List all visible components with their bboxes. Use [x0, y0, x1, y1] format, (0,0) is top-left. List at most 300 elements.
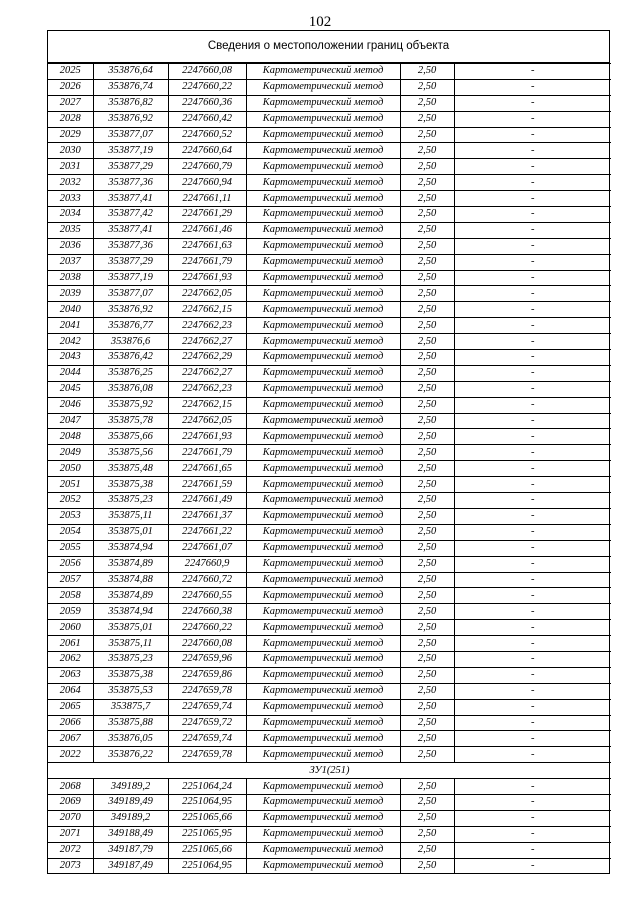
x-coordinate-cell: 353877,07 [93, 286, 168, 302]
y-coordinate-cell: 2247660,08 [168, 64, 246, 80]
method-cell: Картометрический метод [246, 858, 400, 873]
accuracy-cell: 2,50 [400, 302, 454, 318]
point-number-cell: 2056 [48, 556, 93, 572]
point-number-cell: 2062 [48, 651, 93, 667]
method-cell: Картометрический метод [246, 350, 400, 366]
method-cell: Картометрический метод [246, 715, 400, 731]
point-number-cell: 2065 [48, 699, 93, 715]
description-cell: - [454, 715, 611, 731]
x-coordinate-cell: 353875,88 [93, 715, 168, 731]
method-cell: Картометрический метод [246, 159, 400, 175]
table-row [48, 858, 611, 873]
table-row [48, 207, 611, 223]
page-number: 102 [308, 14, 332, 30]
x-coordinate-cell: 353877,41 [93, 222, 168, 238]
accuracy-cell: 2,50 [400, 779, 454, 795]
method-cell: Картометрический метод [246, 588, 400, 604]
description-cell: - [454, 636, 611, 652]
method-cell: Картометрический метод [246, 477, 400, 493]
table-row [48, 779, 611, 795]
y-coordinate-cell: 2247660,79 [168, 159, 246, 175]
point-number-cell: 2059 [48, 604, 93, 620]
table-row [48, 461, 611, 477]
x-coordinate-cell: 353875,56 [93, 445, 168, 461]
y-coordinate-cell: 2247660,64 [168, 143, 246, 159]
description-cell: - [454, 779, 611, 795]
y-coordinate-cell: 2247660,9 [168, 556, 246, 572]
coordinates-table-body [48, 64, 611, 874]
accuracy-cell: 2,50 [400, 794, 454, 810]
method-cell: Картометрический метод [246, 429, 400, 445]
description-cell: - [454, 254, 611, 270]
method-cell: Картометрический метод [246, 191, 400, 207]
point-number-cell: 2055 [48, 540, 93, 556]
section-label: ЗУ1(251) [48, 763, 611, 779]
x-coordinate-cell: 353875,38 [93, 477, 168, 493]
accuracy-cell: 2,50 [400, 524, 454, 540]
y-coordinate-cell: 2247660,42 [168, 111, 246, 127]
method-cell: Картометрический метод [246, 572, 400, 588]
description-cell: - [454, 318, 611, 334]
accuracy-cell: 2,50 [400, 111, 454, 127]
x-coordinate-cell: 353875,11 [93, 636, 168, 652]
description-cell: - [454, 365, 611, 381]
accuracy-cell: 2,50 [400, 636, 454, 652]
method-cell: Картометрический метод [246, 461, 400, 477]
description-cell: - [454, 556, 611, 572]
y-coordinate-cell: 2247659,78 [168, 683, 246, 699]
accuracy-cell: 2,50 [400, 350, 454, 366]
description-cell: - [454, 604, 611, 620]
y-coordinate-cell: 2247660,08 [168, 636, 246, 652]
accuracy-cell: 2,50 [400, 588, 454, 604]
y-coordinate-cell: 2247659,72 [168, 715, 246, 731]
method-cell: Картометрический метод [246, 651, 400, 667]
y-coordinate-cell: 2247661,22 [168, 524, 246, 540]
point-number-cell: 2052 [48, 493, 93, 509]
accuracy-cell: 2,50 [400, 493, 454, 509]
description-cell: - [454, 445, 611, 461]
x-coordinate-cell: 353876,05 [93, 731, 168, 747]
x-coordinate-cell: 353875,92 [93, 397, 168, 413]
table-row [48, 636, 611, 652]
table-row [48, 270, 611, 286]
point-number-cell: 2066 [48, 715, 93, 731]
method-cell: Картометрический метод [246, 540, 400, 556]
method-cell: Картометрический метод [246, 826, 400, 842]
method-cell: Картометрический метод [246, 79, 400, 95]
description-cell: - [454, 826, 611, 842]
accuracy-cell: 2,50 [400, 222, 454, 238]
point-number-cell: 2044 [48, 365, 93, 381]
description-cell: - [454, 540, 611, 556]
description-cell: - [454, 238, 611, 254]
description-cell: - [454, 222, 611, 238]
y-coordinate-cell: 2247659,74 [168, 699, 246, 715]
point-number-cell: 2068 [48, 779, 93, 795]
y-coordinate-cell: 2247662,15 [168, 397, 246, 413]
point-number-cell: 2029 [48, 127, 93, 143]
x-coordinate-cell: 353877,19 [93, 143, 168, 159]
y-coordinate-cell: 2247662,05 [168, 413, 246, 429]
accuracy-cell: 2,50 [400, 461, 454, 477]
x-coordinate-cell: 353875,11 [93, 508, 168, 524]
accuracy-cell: 2,50 [400, 620, 454, 636]
method-cell: Картометрический метод [246, 699, 400, 715]
y-coordinate-cell: 2247660,22 [168, 620, 246, 636]
table-row [48, 127, 611, 143]
point-number-cell: 2061 [48, 636, 93, 652]
x-coordinate-cell: 353877,29 [93, 254, 168, 270]
y-coordinate-cell: 2247661,07 [168, 540, 246, 556]
description-cell: - [454, 651, 611, 667]
y-coordinate-cell: 2247661,65 [168, 461, 246, 477]
accuracy-cell: 2,50 [400, 540, 454, 556]
description-cell: - [454, 747, 611, 763]
accuracy-cell: 2,50 [400, 413, 454, 429]
table-row [48, 508, 611, 524]
method-cell: Картометрический метод [246, 175, 400, 191]
y-coordinate-cell: 2247661,93 [168, 270, 246, 286]
table-row [48, 175, 611, 191]
method-cell: Картометрический метод [246, 445, 400, 461]
method-cell: Картометрический метод [246, 286, 400, 302]
table-row [48, 699, 611, 715]
point-number-cell: 2046 [48, 397, 93, 413]
description-cell: - [454, 270, 611, 286]
accuracy-cell: 2,50 [400, 318, 454, 334]
x-coordinate-cell: 353876,82 [93, 95, 168, 111]
y-coordinate-cell: 2251064,95 [168, 858, 246, 873]
x-coordinate-cell: 353875,53 [93, 683, 168, 699]
x-coordinate-cell: 353876,77 [93, 318, 168, 334]
x-coordinate-cell: 349187,49 [93, 858, 168, 873]
description-cell: - [454, 111, 611, 127]
accuracy-cell: 2,50 [400, 270, 454, 286]
description-cell: - [454, 508, 611, 524]
point-number-cell: 2040 [48, 302, 93, 318]
method-cell: Картометрический метод [246, 842, 400, 858]
point-number-cell: 2050 [48, 461, 93, 477]
accuracy-cell: 2,50 [400, 397, 454, 413]
point-number-cell: 2041 [48, 318, 93, 334]
method-cell: Картометрический метод [246, 667, 400, 683]
table-row [48, 191, 611, 207]
y-coordinate-cell: 2247661,79 [168, 445, 246, 461]
description-cell: - [454, 842, 611, 858]
point-number-cell: 2064 [48, 683, 93, 699]
x-coordinate-cell: 353877,19 [93, 270, 168, 286]
accuracy-cell: 2,50 [400, 477, 454, 493]
description-cell: - [454, 858, 611, 873]
x-coordinate-cell: 353874,88 [93, 572, 168, 588]
method-cell: Картометрический метод [246, 302, 400, 318]
point-number-cell: 2030 [48, 143, 93, 159]
accuracy-cell: 2,50 [400, 64, 454, 80]
y-coordinate-cell: 2247660,94 [168, 175, 246, 191]
y-coordinate-cell: 2247661,37 [168, 508, 246, 524]
description-cell: - [454, 683, 611, 699]
y-coordinate-cell: 2251065,95 [168, 826, 246, 842]
description-cell: - [454, 493, 611, 509]
method-cell: Картометрический метод [246, 683, 400, 699]
point-number-cell: 2038 [48, 270, 93, 286]
accuracy-cell: 2,50 [400, 95, 454, 111]
y-coordinate-cell: 2247662,27 [168, 365, 246, 381]
table-row [48, 588, 611, 604]
table-row [48, 747, 611, 763]
accuracy-cell: 2,50 [400, 842, 454, 858]
coordinates-table [48, 63, 611, 873]
description-cell: - [454, 397, 611, 413]
point-number-cell: 2042 [48, 334, 93, 350]
method-cell: Картометрический метод [246, 111, 400, 127]
x-coordinate-cell: 353876,25 [93, 365, 168, 381]
table-row [48, 302, 611, 318]
method-cell: Картометрический метод [246, 508, 400, 524]
y-coordinate-cell: 2251065,66 [168, 842, 246, 858]
description-cell: - [454, 191, 611, 207]
point-number-cell: 2032 [48, 175, 93, 191]
point-number-cell: 2031 [48, 159, 93, 175]
accuracy-cell: 2,50 [400, 508, 454, 524]
accuracy-cell: 2,50 [400, 175, 454, 191]
accuracy-cell: 2,50 [400, 429, 454, 445]
table-row [48, 556, 611, 572]
point-number-cell: 2037 [48, 254, 93, 270]
section-row [48, 763, 611, 779]
point-number-cell: 2049 [48, 445, 93, 461]
x-coordinate-cell: 353875,23 [93, 651, 168, 667]
y-coordinate-cell: 2247661,63 [168, 238, 246, 254]
table-row [48, 715, 611, 731]
point-number-cell: 2053 [48, 508, 93, 524]
method-cell: Картометрический метод [246, 604, 400, 620]
table-row [48, 381, 611, 397]
y-coordinate-cell: 2247661,29 [168, 207, 246, 223]
accuracy-cell: 2,50 [400, 556, 454, 572]
accuracy-cell: 2,50 [400, 572, 454, 588]
table-row [48, 731, 611, 747]
accuracy-cell: 2,50 [400, 127, 454, 143]
description-cell: - [454, 794, 611, 810]
y-coordinate-cell: 2247659,74 [168, 731, 246, 747]
description-cell: - [454, 699, 611, 715]
table-row [48, 477, 611, 493]
description-cell: - [454, 159, 611, 175]
description-cell: - [454, 588, 611, 604]
x-coordinate-cell: 353876,92 [93, 302, 168, 318]
y-coordinate-cell: 2247661,46 [168, 222, 246, 238]
y-coordinate-cell: 2247660,55 [168, 588, 246, 604]
y-coordinate-cell: 2247661,11 [168, 191, 246, 207]
accuracy-cell: 2,50 [400, 747, 454, 763]
x-coordinate-cell: 353876,6 [93, 334, 168, 350]
accuracy-cell: 2,50 [400, 604, 454, 620]
accuracy-cell: 2,50 [400, 731, 454, 747]
y-coordinate-cell: 2251064,24 [168, 779, 246, 795]
table-row [48, 143, 611, 159]
description-cell: - [454, 64, 611, 80]
y-coordinate-cell: 2247660,22 [168, 79, 246, 95]
point-number-cell: 2069 [48, 794, 93, 810]
table-row [48, 365, 611, 381]
point-number-cell: 2043 [48, 350, 93, 366]
table-row [48, 64, 611, 80]
table-row [48, 524, 611, 540]
y-coordinate-cell: 2247661,79 [168, 254, 246, 270]
table-row [48, 397, 611, 413]
x-coordinate-cell: 353876,42 [93, 350, 168, 366]
description-cell: - [454, 461, 611, 477]
table-row [48, 95, 611, 111]
y-coordinate-cell: 2247661,93 [168, 429, 246, 445]
table-row [48, 445, 611, 461]
point-number-cell: 2071 [48, 826, 93, 842]
description-cell: - [454, 620, 611, 636]
table-row [48, 238, 611, 254]
method-cell: Картометрический метод [246, 493, 400, 509]
description-cell: - [454, 429, 611, 445]
y-coordinate-cell: 2247662,29 [168, 350, 246, 366]
point-number-cell: 2058 [48, 588, 93, 604]
y-coordinate-cell: 2247662,15 [168, 302, 246, 318]
x-coordinate-cell: 353876,92 [93, 111, 168, 127]
description-cell: - [454, 127, 611, 143]
point-number-cell: 2072 [48, 842, 93, 858]
table-row [48, 667, 611, 683]
point-number-cell: 2073 [48, 858, 93, 873]
method-cell: Картометрический метод [246, 779, 400, 795]
accuracy-cell: 2,50 [400, 254, 454, 270]
method-cell: Картометрический метод [246, 127, 400, 143]
table-row [48, 334, 611, 350]
accuracy-cell: 2,50 [400, 365, 454, 381]
x-coordinate-cell: 353877,36 [93, 175, 168, 191]
sheet-title: Сведения о местоположении границ объекта [48, 31, 609, 63]
method-cell: Картометрический метод [246, 64, 400, 80]
table-row [48, 604, 611, 620]
point-number-cell: 2057 [48, 572, 93, 588]
accuracy-cell: 2,50 [400, 683, 454, 699]
description-cell: - [454, 477, 611, 493]
x-coordinate-cell: 353875,23 [93, 493, 168, 509]
table-row [48, 222, 611, 238]
x-coordinate-cell: 353875,38 [93, 667, 168, 683]
description-cell: - [454, 286, 611, 302]
table-row [48, 254, 611, 270]
y-coordinate-cell: 2247659,78 [168, 747, 246, 763]
method-cell: Картометрический метод [246, 810, 400, 826]
y-coordinate-cell: 2247662,27 [168, 334, 246, 350]
y-coordinate-cell: 2247662,05 [168, 286, 246, 302]
method-cell: Картометрический метод [246, 731, 400, 747]
accuracy-cell: 2,50 [400, 667, 454, 683]
point-number-cell: 2025 [48, 64, 93, 80]
table-row [48, 826, 611, 842]
method-cell: Картометрический метод [246, 620, 400, 636]
x-coordinate-cell: 353874,89 [93, 556, 168, 572]
accuracy-cell: 2,50 [400, 858, 454, 873]
x-coordinate-cell: 353877,07 [93, 127, 168, 143]
x-coordinate-cell: 349188,49 [93, 826, 168, 842]
table-row [48, 810, 611, 826]
method-cell: Картометрический метод [246, 143, 400, 159]
x-coordinate-cell: 353875,01 [93, 620, 168, 636]
description-cell: - [454, 143, 611, 159]
point-number-cell: 2026 [48, 79, 93, 95]
x-coordinate-cell: 349189,2 [93, 779, 168, 795]
x-coordinate-cell: 353876,74 [93, 79, 168, 95]
x-coordinate-cell: 353875,48 [93, 461, 168, 477]
accuracy-cell: 2,50 [400, 143, 454, 159]
table-row [48, 111, 611, 127]
point-number-cell: 2027 [48, 95, 93, 111]
point-number-cell: 2047 [48, 413, 93, 429]
method-cell: Картометрический метод [246, 413, 400, 429]
description-cell: - [454, 350, 611, 366]
x-coordinate-cell: 353876,64 [93, 64, 168, 80]
x-coordinate-cell: 353875,78 [93, 413, 168, 429]
method-cell: Картометрический метод [246, 747, 400, 763]
y-coordinate-cell: 2247661,59 [168, 477, 246, 493]
description-cell: - [454, 381, 611, 397]
point-number-cell: 2067 [48, 731, 93, 747]
x-coordinate-cell: 353875,01 [93, 524, 168, 540]
accuracy-cell: 2,50 [400, 715, 454, 731]
point-number-cell: 2033 [48, 191, 93, 207]
point-number-cell: 2060 [48, 620, 93, 636]
accuracy-cell: 2,50 [400, 651, 454, 667]
y-coordinate-cell: 2247659,96 [168, 651, 246, 667]
method-cell: Картометрический метод [246, 95, 400, 111]
y-coordinate-cell: 2247659,86 [168, 667, 246, 683]
description-cell: - [454, 731, 611, 747]
table-row [48, 429, 611, 445]
x-coordinate-cell: 353877,41 [93, 191, 168, 207]
table-row [48, 350, 611, 366]
point-number-cell: 2028 [48, 111, 93, 127]
accuracy-cell: 2,50 [400, 699, 454, 715]
point-number-cell: 2035 [48, 222, 93, 238]
method-cell: Картометрический метод [246, 794, 400, 810]
y-coordinate-cell: 2247660,38 [168, 604, 246, 620]
description-cell: - [454, 810, 611, 826]
x-coordinate-cell: 353875,66 [93, 429, 168, 445]
accuracy-cell: 2,50 [400, 334, 454, 350]
description-cell: - [454, 175, 611, 191]
point-number-cell: 2048 [48, 429, 93, 445]
y-coordinate-cell: 2247660,36 [168, 95, 246, 111]
x-coordinate-cell: 349189,2 [93, 810, 168, 826]
y-coordinate-cell: 2251065,66 [168, 810, 246, 826]
point-number-cell: 2039 [48, 286, 93, 302]
method-cell: Картометрический метод [246, 524, 400, 540]
x-coordinate-cell: 349189,49 [93, 794, 168, 810]
x-coordinate-cell: 353875,7 [93, 699, 168, 715]
method-cell: Картометрический метод [246, 334, 400, 350]
x-coordinate-cell: 353877,36 [93, 238, 168, 254]
table-row [48, 572, 611, 588]
point-number-cell: 2054 [48, 524, 93, 540]
accuracy-cell: 2,50 [400, 381, 454, 397]
table-row [48, 842, 611, 858]
method-cell: Картометрический метод [246, 365, 400, 381]
table-row [48, 318, 611, 334]
x-coordinate-cell: 353876,22 [93, 747, 168, 763]
table-row [48, 683, 611, 699]
y-coordinate-cell: 2247661,49 [168, 493, 246, 509]
